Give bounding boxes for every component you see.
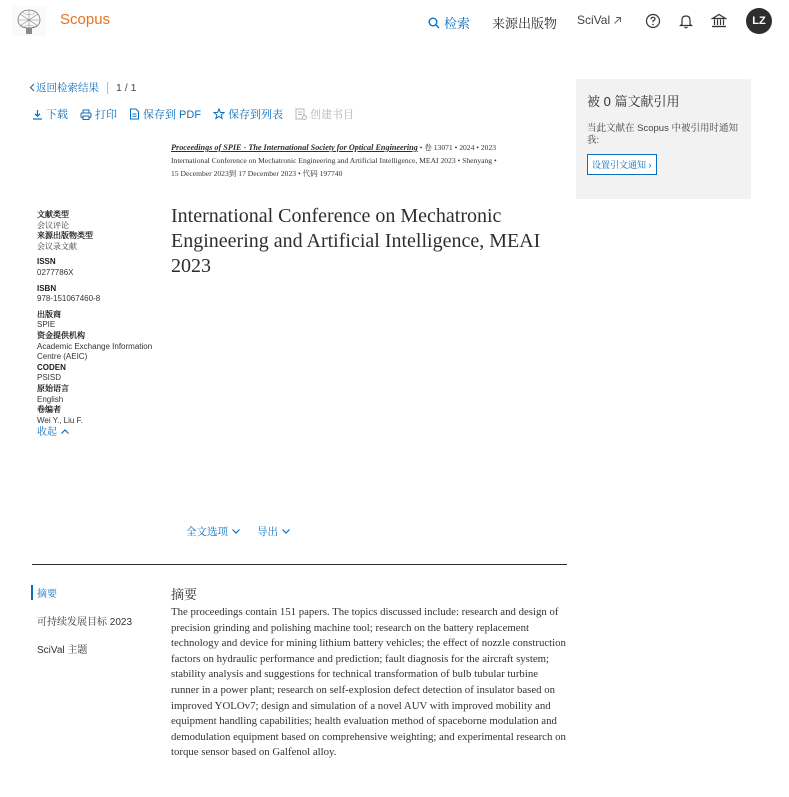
source-info: Proceedings of SPIE - The International Society for Optical Engineering • 卷 13071 • 2024 • 2023 International Conference on Mechatronic Engineering and Artificial Intelligence, MEAI 2023 • Shenyang • 15 December 2023到 17 December 2023 • 代码 197740 [171,143,497,178]
collapse-toggle[interactable] [37,428,162,439]
journal-link[interactable]: Proceedings of SPIE - The International Society for Optical Engineering [171,143,418,152]
external-link-icon [613,16,622,25]
create-bibliography-label: 创建书目 [310,109,355,121]
scopus-brand[interactable]: Scopus [60,11,111,28]
printer-icon [80,109,92,120]
nav-search-label: 检索 [444,16,471,31]
save-list-button[interactable] [213,106,283,122]
meta-label: 文献类型 [37,210,69,219]
chevron-down-icon [281,528,291,535]
source-pub-year: 2023 [480,143,497,152]
help-icon[interactable] [644,12,662,30]
meta-value: English [37,394,64,404]
abstract-heading: 摘要 [171,587,198,602]
collapse-label: 收起 [37,427,57,439]
source-year: 2024 [459,143,475,152]
back-to-results-link[interactable] [29,80,99,95]
meta-value: Academic Exchange Information Centre (AEIC) [37,341,153,362]
meta-label: 原始语言 [37,383,69,393]
print-button[interactable] [80,106,117,122]
meta-value: PSISD [37,373,62,383]
elsevier-logo[interactable] [12,6,46,36]
result-count: 1 / 1 [116,81,137,94]
download-icon [32,109,43,120]
meta-value: 会议录文献 [37,241,77,251]
conference-dates: 15 December 2023到 17 December 2023 [171,169,297,178]
section-nav [37,585,132,669]
back-to-results-label: 返回检索结果 [36,82,99,94]
meta-label: 卷编者 [37,405,61,415]
meta-value: 978-151067460-8 [37,294,101,304]
bell-icon[interactable] [677,12,695,30]
abstract-text: The proceedings contain 151 papers. The topics discussed include: research and design of precision grinding and polishing machine tool; research on the battery replacement technology and device for mining lithium battery vehicles; the effect of nozzle construction factors on hydraulic performance and prediction; fault diagnosis for the aircraft system; stability analysis and suggestions for technical transformation of bulb tubular turbine runner in a power plant; research on self-explosion defect detection of insulator based on improved YOLOv7; design and simulation of a novel AUV with improved mobility and equipment handling capabilities; health evaluation method of spaceborne modulation and demodulation equipment based on comprehensive weighting; and experimental research on torque sensor based on Galfenol alloy. [171,606,566,759]
citation-alert-text: 当此文献在 Scopus 中被引用时通知我: [587,123,738,146]
meta-value: 会议评论 [37,220,69,230]
meta-value: SPIE [37,320,56,330]
download-label: 下载 [46,109,68,121]
section-nav-scival-topics[interactable]: SciVal 主题 [37,645,88,656]
meta-value: 0277786X [37,267,74,277]
source-volume: 卷 13071 [424,143,453,152]
user-avatar[interactable]: LZ [746,8,772,34]
bibliography-icon [295,108,307,120]
breadcrumb [29,80,136,95]
save-pdf-button[interactable] [129,106,201,122]
conference-code: 代码 197740 [302,169,343,178]
meta-label: ISSN [37,257,56,267]
cited-by-title: 被 0 篇文献引用 [587,94,680,109]
set-citation-alert-label: 设置引文通知 [592,160,647,170]
save-list-label: 保存到列表 [228,109,284,121]
chevron-up-icon [60,428,70,435]
nav-search[interactable] [428,13,470,32]
section-nav-sdg[interactable]: 可持续发展目标 2023 [37,617,133,628]
institution-icon[interactable] [710,12,728,30]
conference-name: International Conference on Mechatronic Engineering and Artificial Intelligence, MEAI 2023 [171,156,456,165]
meta-label: CODEN [37,362,66,372]
chevron-right-icon: › [648,160,652,170]
document-toolbar [32,106,354,122]
meta-label: 资金提供机构 [37,330,85,340]
chevron-left-icon [29,83,36,92]
document-metadata [37,210,162,439]
divider [107,82,108,94]
section-divider [32,564,567,565]
create-bibliography-button[interactable] [295,106,354,122]
nav-scival-label: SciVal [577,13,611,27]
star-icon [213,108,225,120]
fulltext-options-label: 全文选项 [186,526,228,538]
nav-sources[interactable]: 来源出版物 [492,16,558,31]
print-label: 打印 [95,109,117,121]
meta-label: 出版商 [37,309,61,319]
cited-by-panel [576,79,751,199]
export-label: 导出 [257,526,278,538]
pdf-icon [129,108,140,120]
conference-location: Shenyang [462,156,493,165]
document-title: International Conference on Mechatronic Engineering and Artificial Intelligence, MEAI 2023 [171,205,541,277]
export-dropdown[interactable] [257,524,291,539]
fulltext-options-dropdown[interactable] [186,524,241,539]
save-pdf-label: 保存到 PDF [143,109,202,121]
search-icon [428,17,440,29]
meta-label: ISBN [37,283,57,293]
nav-scival[interactable] [577,13,622,27]
download-button[interactable] [32,106,68,122]
chevron-down-icon [231,528,241,535]
meta-label: 来源出版物类型 [37,231,93,241]
meta-value: Wei Y., Liu F. [37,415,83,425]
set-citation-alert-button[interactable] [587,154,657,175]
section-nav-abstract[interactable]: 摘要 [31,585,132,600]
